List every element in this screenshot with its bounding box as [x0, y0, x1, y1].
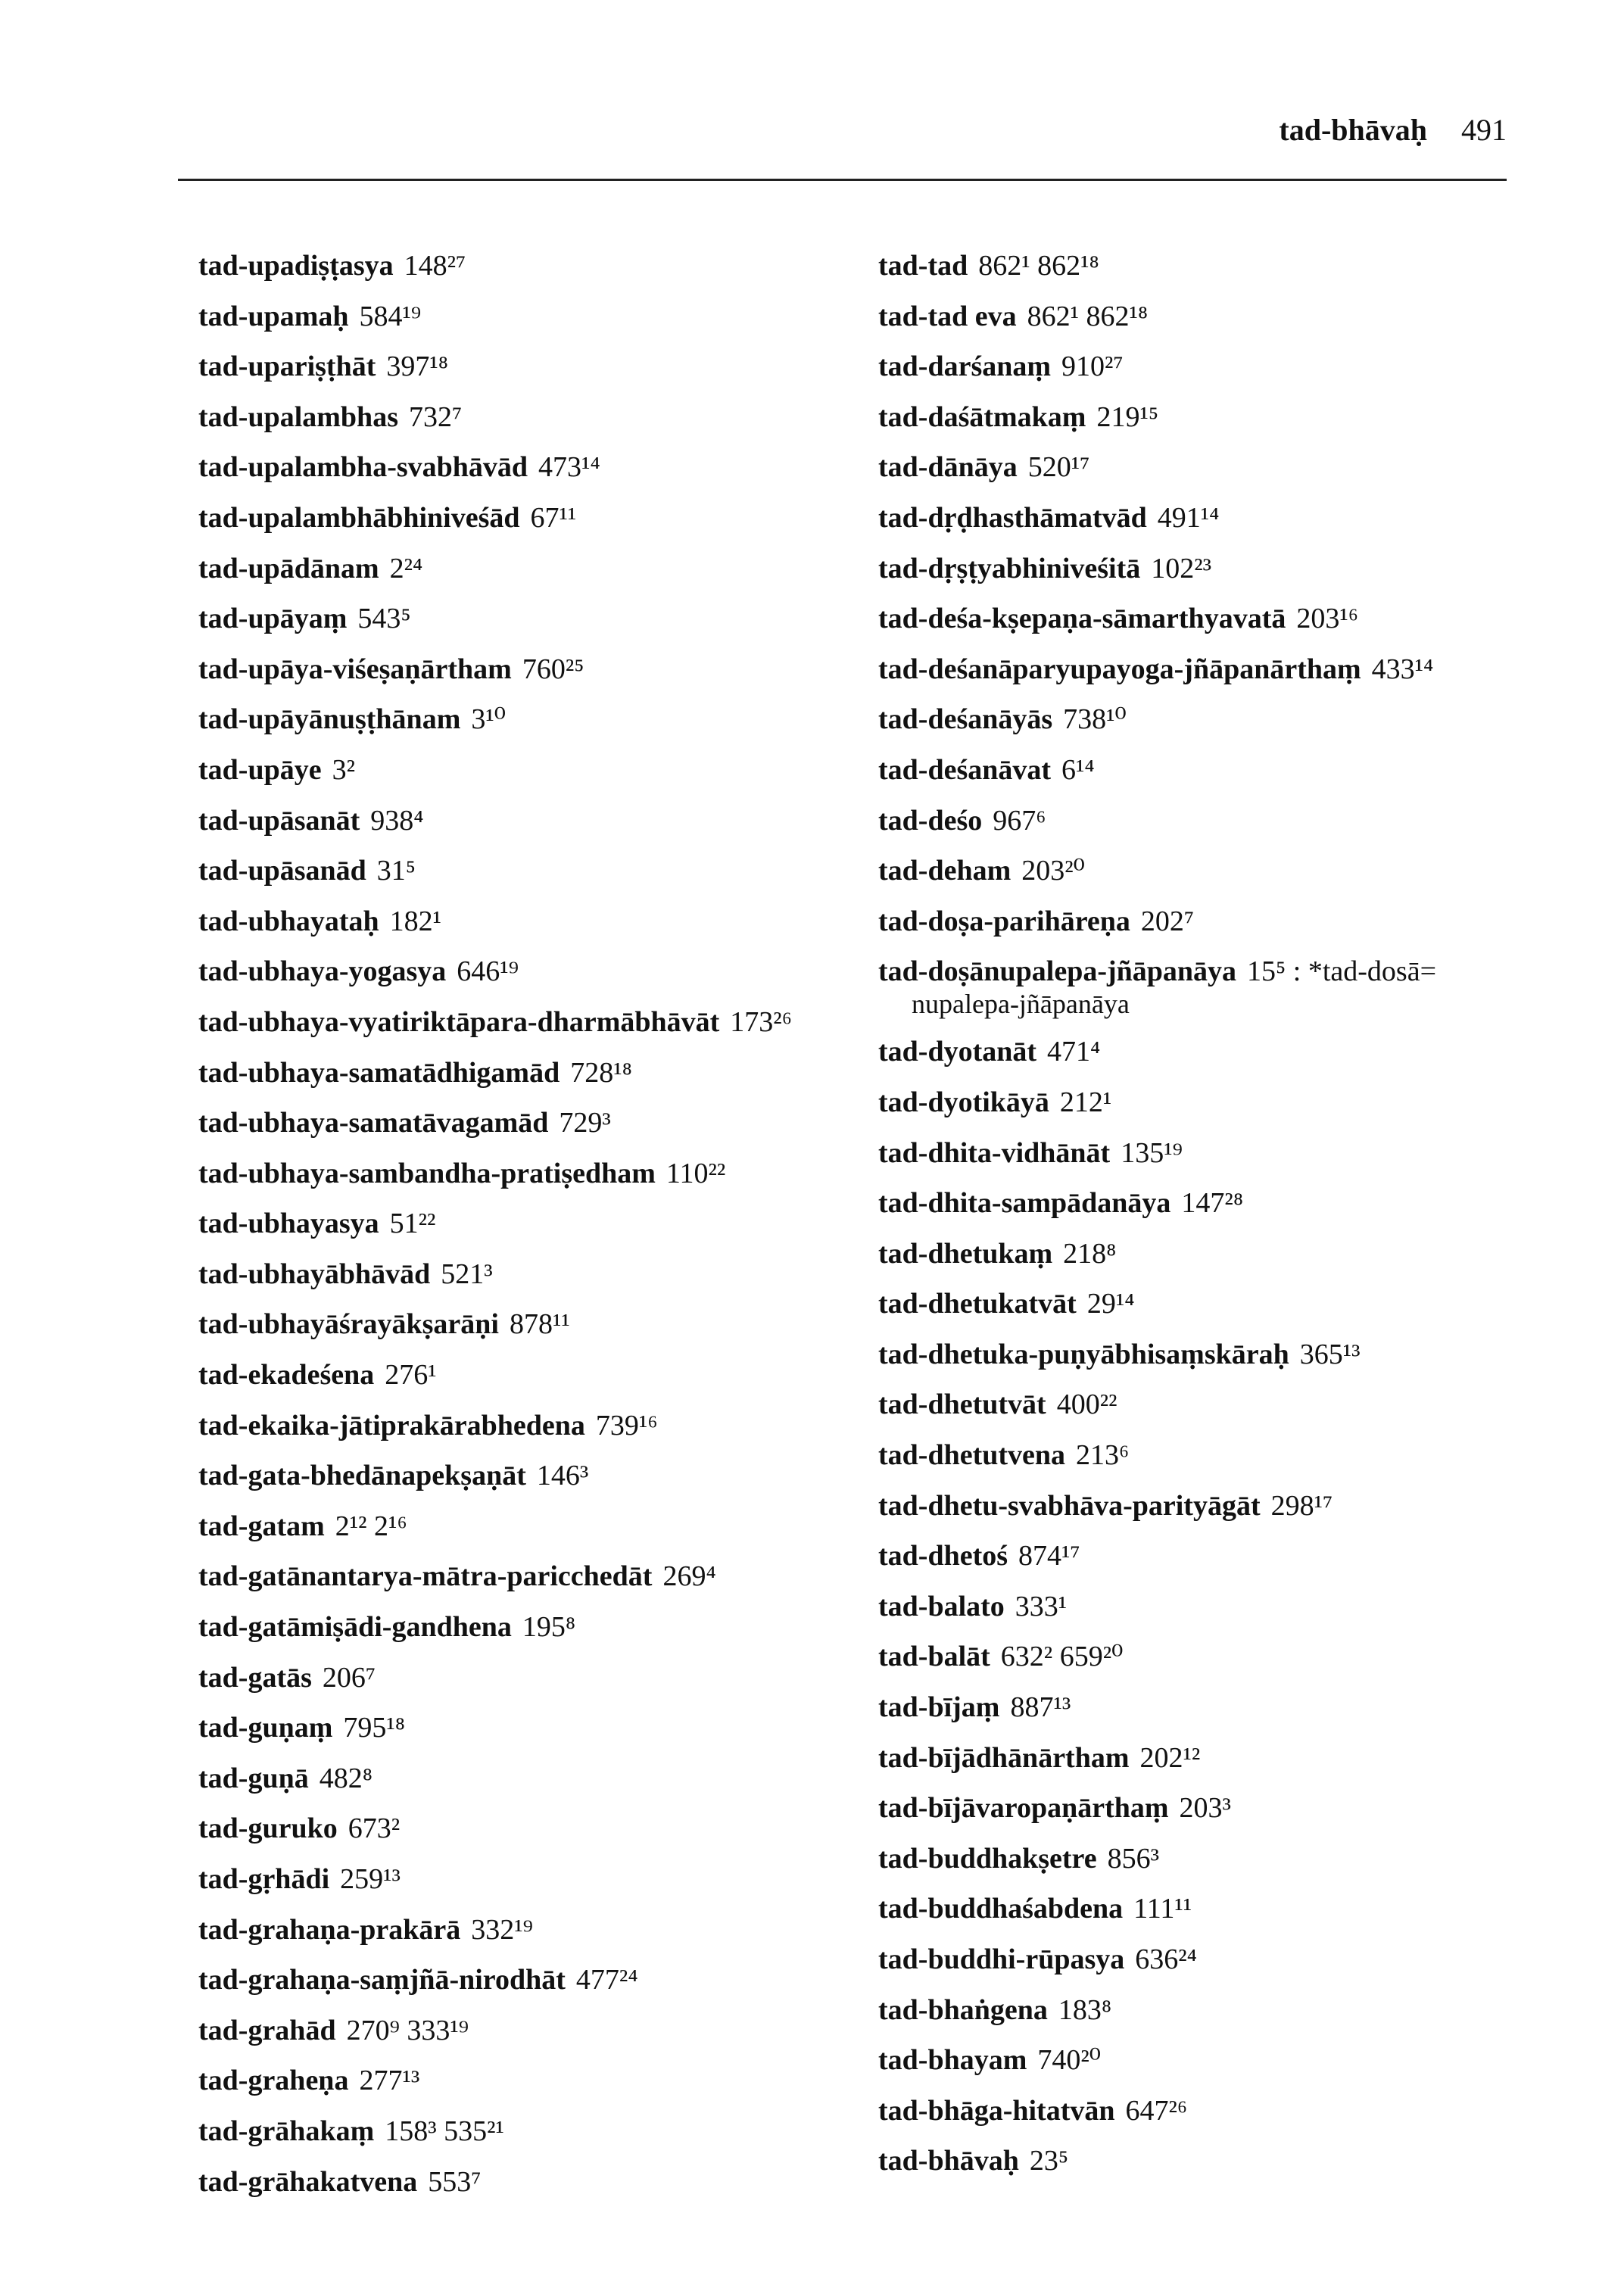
page-reference: 148²⁷: [404, 250, 466, 282]
index-term: tad-bījāvaropaṇārthaṃ: [878, 1792, 1169, 1825]
page-reference: 276¹: [385, 1359, 437, 1392]
index-entry-continuation: nupalepa-jñāpanāya: [912, 989, 1130, 1020]
index-term: tad-bhāga-hitatvān: [878, 2094, 1115, 2127]
index-term: tad-dyotanāt: [878, 1036, 1037, 1068]
index-entry: [878, 1834, 1522, 1884]
index-term: tad-buddhaśabdena: [878, 1893, 1124, 1925]
index-entry: [878, 846, 1522, 896]
index-entry: [198, 1753, 865, 1804]
page-reference: 3²: [332, 753, 355, 786]
page-reference: 111¹¹: [1133, 1893, 1192, 1925]
index-entry: [878, 1682, 1522, 1733]
page-reference: 878¹¹: [509, 1308, 570, 1341]
index-entry: [198, 946, 865, 997]
page-reference: 147²⁸: [1181, 1187, 1244, 1220]
index-term: tad-deśa-kṣepaṇa-sāmarthyavatā: [878, 603, 1286, 635]
index-entry: [198, 1803, 865, 1854]
page-reference: 270⁹ 333¹⁹: [346, 2014, 469, 2046]
index-term: tad-upāye: [198, 753, 322, 786]
index-term: tad-gatānantarya-mātra-paricchedāt: [198, 1560, 653, 1593]
index-term: tad-upadiṣṭasya: [198, 250, 394, 282]
index-entry: [198, 1451, 865, 1501]
index-entry: [878, 1128, 1522, 1179]
page-reference: 636²⁴: [1135, 1943, 1197, 1975]
index-entry: [198, 1249, 865, 1300]
index-term: tad-upāsanād: [198, 855, 366, 887]
index-term: tad-dhetuka-puṇyābhisaṃskāraḥ: [878, 1338, 1289, 1370]
page-reference: 2¹² 2¹⁶: [335, 1510, 407, 1542]
index-term: tad-guruko: [198, 1812, 338, 1845]
index-term: tad-upāya-viśeṣaṇārtham: [198, 653, 512, 685]
index-entry: [878, 291, 1522, 342]
index-term: tad-bhaṅgena: [878, 1993, 1048, 2026]
index-term: tad-deśanāvat: [878, 753, 1052, 786]
index-term: tad-tad eva: [878, 300, 1017, 332]
index-term: tad-gatam: [198, 1510, 325, 1542]
page-reference: 740²⁰: [1037, 2044, 1102, 2077]
index-term: tad-dhetutvena: [878, 1439, 1066, 1472]
index-entry: [198, 392, 865, 443]
index-term: tad-ubhayāśrayākṣarāṇi: [198, 1308, 499, 1341]
index-entry: [198, 1703, 865, 1753]
index-entry: [878, 1733, 1522, 1784]
page-reference: 333¹: [1015, 1590, 1068, 1622]
index-term: tad-bījādhānārtham: [878, 1741, 1130, 1774]
index-term: tad-upāyaṃ: [198, 603, 348, 635]
index-entry: [878, 341, 1522, 392]
index-entry: [198, 1501, 865, 1552]
index-entry: [198, 896, 865, 947]
index-entry: [878, 2136, 1522, 2186]
index-term: tad-guṇā: [198, 1762, 309, 1794]
page-reference: 219¹⁵: [1096, 401, 1159, 433]
index-term: tad-grahaṇa-prakārā: [198, 1913, 461, 1946]
index-term: tad-grahaṇa-saṃjñā-nirodhāt: [198, 1964, 566, 1996]
index-entry: [198, 1653, 865, 1703]
index-term: tad-buddhakṣetre: [878, 1842, 1097, 1875]
page-reference: 202¹²: [1139, 1741, 1201, 1774]
page-reference: 3¹⁰: [471, 703, 506, 736]
page-reference: 646¹⁹: [457, 955, 519, 988]
index-term: tad-gata-bhedānapekṣaṇāt: [198, 1460, 526, 1492]
page-reference: 23⁵: [1029, 2145, 1069, 2177]
index-term: tad-dhita-sampādanāya: [878, 1187, 1171, 1220]
page-reference: 433¹⁴: [1371, 653, 1434, 685]
index-entry: [198, 745, 865, 796]
page-reference: 135¹⁹: [1121, 1136, 1183, 1169]
index-entry: [198, 796, 865, 846]
index-entry: [878, 1884, 1522, 1934]
page-reference: 332¹⁹: [471, 1913, 533, 1946]
index-term: tad-upāsanāt: [198, 804, 360, 837]
index-entry: [198, 1854, 865, 1905]
index-entry: [198, 291, 865, 342]
index-term: tad-upāyānuṣṭhānam: [198, 703, 461, 736]
index-term: tad-dhetu-svabhāva-parityāgāt: [878, 1489, 1261, 1522]
index-entry: [198, 846, 865, 896]
page-reference: 471⁴: [1047, 1036, 1101, 1068]
page-reference: 553⁷: [428, 2165, 482, 2198]
page-reference: 206⁷: [322, 1661, 376, 1694]
page-reference: 520¹⁷: [1027, 451, 1090, 484]
page-reference: 259¹³: [340, 1863, 401, 1895]
index-term: tad-bhayam: [878, 2044, 1027, 2077]
page-reference: 218⁸: [1063, 1237, 1117, 1270]
index-term: tad-doṣānupalepa-jñāpanāya: [878, 955, 1237, 988]
index-entry: [198, 694, 865, 745]
index-term: tad-dhetukatvāt: [878, 1288, 1077, 1320]
index-term: tad-dṛṣṭyabhiniveśitā: [878, 552, 1141, 584]
index-term: tad-ekaika-jātiprakārabhedena: [198, 1409, 585, 1442]
page-reference: 760²⁵: [522, 653, 584, 685]
page-reference: 6¹⁴: [1061, 753, 1095, 786]
index-term: tad-dhetutvāt: [878, 1389, 1046, 1421]
page-reference: 102²³: [1151, 552, 1212, 584]
index-entry: [878, 1481, 1522, 1532]
page-reference: 183⁸: [1058, 1993, 1112, 2026]
index-term: tad-ubhaya-sambandha-pratiṣedham: [198, 1157, 656, 1189]
index-term: tad-gatās: [198, 1661, 312, 1694]
index-term: tad-buddhi-rūpasya: [878, 1943, 1125, 1975]
index-entry: [198, 1602, 865, 1653]
index-entry: [878, 1934, 1522, 1985]
index-term: tad-dhita-vidhānāt: [878, 1136, 1111, 1169]
page-reference: 29¹⁴: [1086, 1288, 1135, 1320]
page-reference: 110²²: [665, 1157, 726, 1189]
index-entry: [198, 2157, 865, 2208]
index-entry: [198, 241, 865, 291]
index-term: tad-grahād: [198, 2014, 336, 2046]
index-entry: [878, 594, 1522, 644]
index-entry: [198, 442, 865, 493]
page-reference: 473¹⁴: [538, 451, 600, 484]
page-reference: 938⁴: [370, 804, 424, 837]
page-reference: 203¹⁶: [1296, 603, 1358, 635]
index-entry: [878, 241, 1522, 291]
index-term: tad-deśo: [878, 804, 983, 837]
index-entry: [198, 1098, 865, 1149]
index-entry: [198, 997, 865, 1048]
index-term: tad-ubhayābhāvād: [198, 1258, 431, 1290]
index-entry: [198, 1551, 865, 1602]
page-reference: 673²: [348, 1812, 401, 1845]
page-reference: 202⁷: [1140, 905, 1195, 937]
page-reference: 910²⁷: [1061, 351, 1124, 383]
page-reference: 728¹⁸: [570, 1056, 632, 1089]
index-entry: [198, 1401, 865, 1451]
page-reference: 632² 659²⁰: [1000, 1641, 1124, 1673]
index-entry: [878, 1379, 1522, 1430]
index-entry: [878, 2035, 1522, 2086]
page-reference: 521³: [441, 1258, 493, 1290]
index-entry: [198, 2106, 865, 2157]
index-term: tad-tad: [878, 250, 968, 282]
index-term: tad-ubhaya-yogasya: [198, 955, 447, 988]
page-reference: 212¹: [1059, 1086, 1112, 1118]
index-entry: [878, 1531, 1522, 1582]
index-term: tad-upariṣṭhāt: [198, 351, 376, 383]
index-term: tad-ubhayasya: [198, 1208, 379, 1240]
page-reference: 856³: [1107, 1842, 1160, 1875]
index-term: tad-upādānam: [198, 552, 379, 584]
index-entry: [878, 1077, 1522, 1128]
page-reference: 2²⁴: [389, 552, 423, 584]
index-entry: [198, 2056, 865, 2106]
index-term: tad-dhetoś: [878, 1540, 1008, 1572]
index-column-right: [878, 241, 1522, 2186]
index-entry: [878, 1229, 1522, 1279]
index-term: tad-guṇaṃ: [198, 1712, 333, 1744]
index-term: tad-ubhaya-samatādhigamād: [198, 1056, 560, 1089]
page-reference: 477²⁴: [575, 1964, 638, 1996]
index-term: tad-doṣa-parihāreṇa: [878, 905, 1130, 937]
page-reference: 277¹³: [359, 2065, 420, 2097]
page-reference: 862¹ 862¹⁸: [978, 250, 1099, 282]
page-reference: 874¹⁷: [1018, 1540, 1080, 1572]
page-reference: 31⁵: [376, 855, 416, 887]
index-entry: [198, 594, 865, 644]
index-entry: [198, 1350, 865, 1401]
index-entry: [878, 1430, 1522, 1481]
page-reference: 203³: [1179, 1792, 1231, 1825]
index-term: tad-dhetukaṃ: [878, 1237, 1053, 1270]
header-rule: [178, 179, 1507, 181]
page-reference: 195⁸: [522, 1611, 576, 1644]
index-term: tad-gatāmiṣādi-gandhena: [198, 1611, 512, 1644]
page-reference: 173²⁶: [730, 1005, 792, 1038]
page-reference: 213⁶: [1076, 1439, 1130, 1472]
page-reference: 146³: [536, 1460, 589, 1492]
index-entry: [878, 1582, 1522, 1632]
index-term: tad-bījaṃ: [878, 1691, 1000, 1724]
index-entry: [198, 644, 865, 695]
index-term: tad-dānāya: [878, 451, 1018, 484]
page-reference: 729³: [559, 1107, 611, 1139]
page-reference: 967⁶: [993, 804, 1046, 837]
page-reference: 584¹⁹: [359, 300, 422, 332]
index-term: tad-upalambhābhiniveśād: [198, 501, 520, 534]
page-reference: 732⁷: [408, 401, 463, 433]
index-entry: [878, 544, 1522, 594]
index-term: tad-upalambhas: [198, 401, 398, 433]
index-entry: [878, 694, 1522, 745]
running-header: [178, 106, 1507, 182]
index-entry: [878, 1632, 1522, 1682]
index-entry: [878, 2086, 1522, 2137]
index-column-left: [198, 241, 865, 2207]
index-entry: [878, 1783, 1522, 1834]
index-entry: [198, 1198, 865, 1249]
index-entry: [878, 1178, 1522, 1229]
index-entry: [878, 1329, 1522, 1380]
index-entry: [198, 2006, 865, 2056]
index-term: tad-gṛhādi: [198, 1863, 330, 1895]
index-term: tad-grāhakatvena: [198, 2165, 418, 2198]
page-reference: 739¹⁶: [595, 1409, 658, 1442]
page-reference: 795¹⁸: [343, 1712, 406, 1744]
index-entry: [878, 796, 1522, 846]
index-term: tad-ubhayataḥ: [198, 905, 379, 937]
page-reference: 15⁵ : *tad-dosā=: [1247, 955, 1437, 988]
page-reference: 67¹¹: [530, 501, 577, 534]
index-entry: [198, 1299, 865, 1350]
index-entry: [198, 493, 865, 544]
page-reference: 887¹³: [1010, 1691, 1071, 1724]
index-term: tad-bhāvaḥ: [878, 2145, 1019, 2177]
index-term: tad-ubhaya-samatāvagamād: [198, 1107, 549, 1139]
page-reference: 298¹⁷: [1270, 1489, 1333, 1522]
index-term: tad-ekadeśena: [198, 1359, 375, 1392]
index-entry: [878, 493, 1522, 544]
page-reference: 203²⁰: [1021, 855, 1085, 887]
index-term: tad-graheṇa: [198, 2065, 349, 2097]
index-term: tad-deśanāparyupayoga-jñāpanārthaṃ: [878, 653, 1361, 685]
index-entry: [878, 896, 1522, 947]
page-reference: 51²²: [389, 1208, 436, 1240]
page-reference: 647²⁶: [1125, 2094, 1188, 2127]
page-reference: 365¹³: [1299, 1338, 1361, 1370]
index-entry: [878, 442, 1522, 493]
index-term: tad-daśātmakaṃ: [878, 401, 1086, 433]
index-entry: [198, 1048, 865, 1099]
index-entry: [198, 1955, 865, 2006]
page-reference: 269⁴: [662, 1560, 716, 1593]
index-term: tad-deham: [878, 855, 1011, 887]
header-title: tad-bhāvaḥ: [1279, 113, 1427, 147]
index-entry: [198, 1905, 865, 1956]
index-term: tad-upamaḥ: [198, 300, 349, 332]
index-term: tad-dṛḍhasthāmatvād: [878, 501, 1147, 534]
page-reference: 182¹: [389, 905, 442, 937]
index-term: tad-upalambha-svabhāvād: [198, 451, 528, 484]
page-reference: 543⁵: [357, 603, 411, 635]
index-entry: [878, 1027, 1522, 1077]
index-term: tad-balato: [878, 1590, 1005, 1622]
index-entry: [198, 1149, 865, 1199]
index-entry: [878, 954, 1522, 989]
page-number: 491: [1461, 113, 1507, 147]
index-entry: [878, 1279, 1522, 1329]
index-term: tad-balāt: [878, 1641, 990, 1673]
index-term: tad-dyotikāyā: [878, 1086, 1049, 1118]
index-term: tad-grāhakaṃ: [198, 2115, 375, 2147]
index-entry: [878, 745, 1522, 796]
index-entry: [878, 644, 1522, 695]
index-term: tad-ubhaya-vyatiriktāpara-dharmābhāvāt: [198, 1005, 720, 1038]
index-term: tad-deśanāyās: [878, 703, 1053, 736]
index-entry: [878, 392, 1522, 443]
index-term: tad-darśanaṃ: [878, 351, 1052, 383]
page-reference: 397¹⁸: [386, 351, 449, 383]
page-reference: 738¹⁰: [1063, 703, 1127, 736]
page-reference: 491¹⁴: [1157, 501, 1220, 534]
page-reference: 482⁸: [319, 1762, 372, 1794]
index-entry: [198, 544, 865, 594]
page-reference: 862¹ 862¹⁸: [1027, 300, 1149, 332]
index-entry: [878, 1985, 1522, 2036]
index-entry: [198, 341, 865, 392]
page-reference: 400²²: [1056, 1389, 1117, 1421]
page-reference: 158³ 535²¹: [385, 2115, 504, 2147]
